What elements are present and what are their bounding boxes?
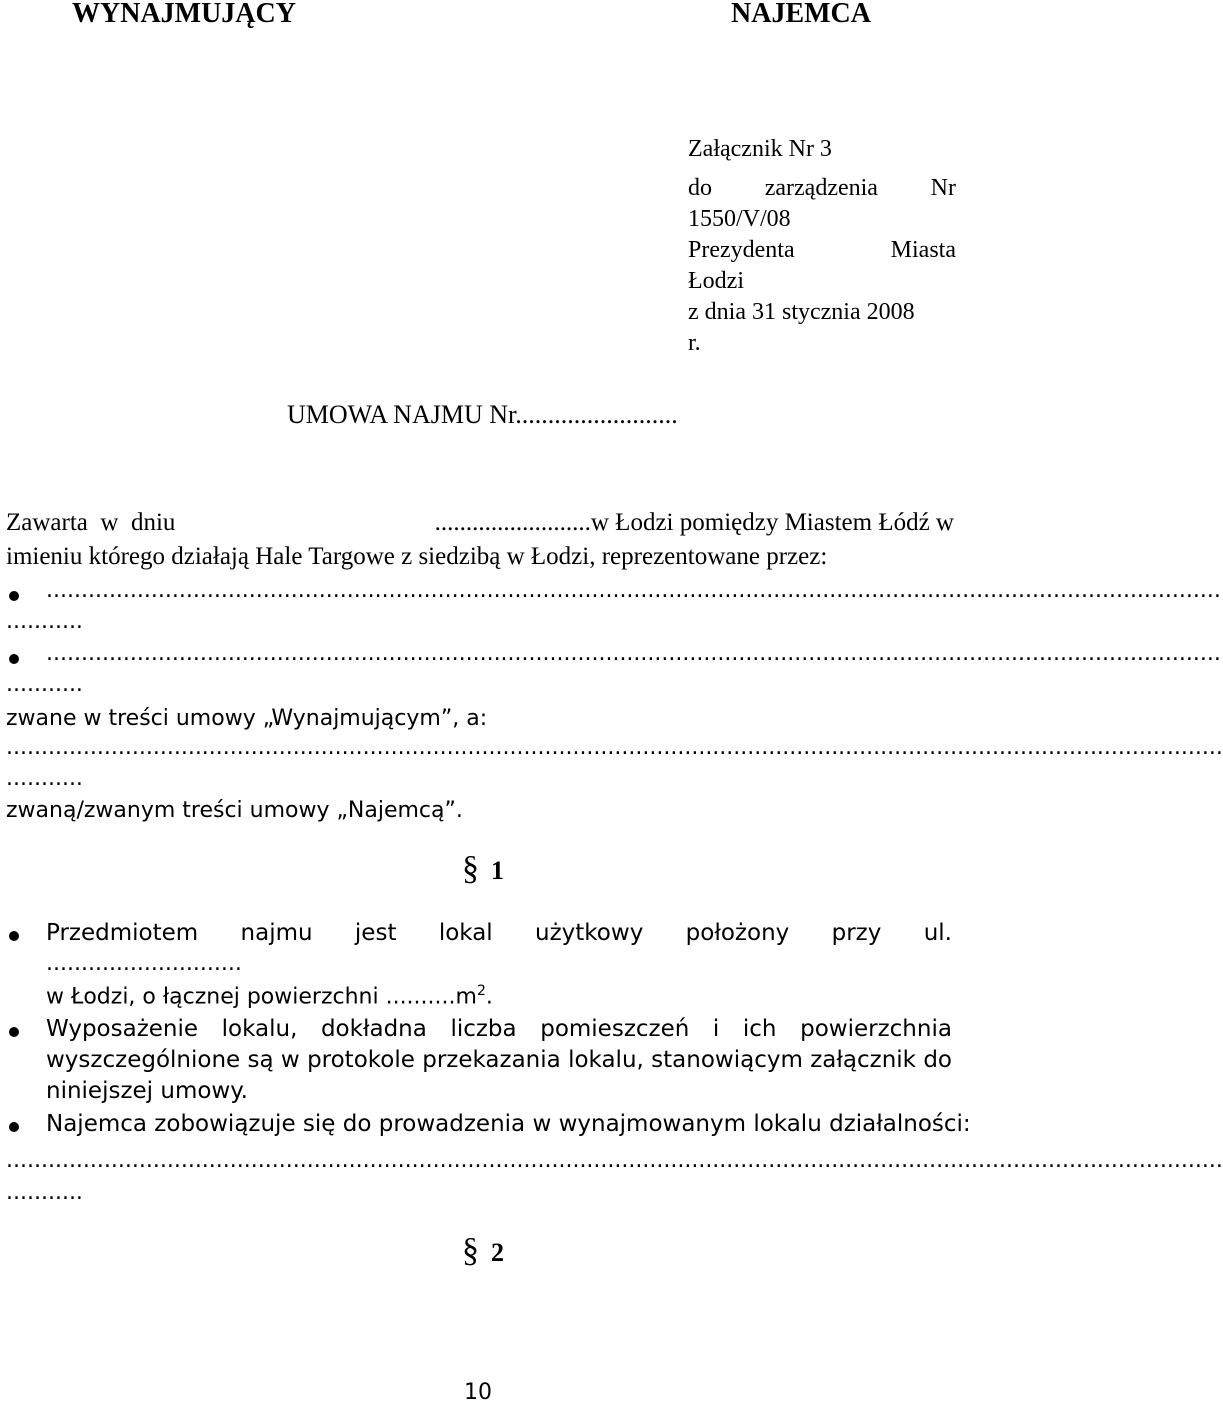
- annex-word: do: [688, 175, 712, 201]
- item-1-area-text: w Łodzi, o łącznej powierzchni ..........m: [46, 984, 477, 1010]
- annex-word: Prezydenta: [688, 237, 795, 263]
- item-2-word: załącznik: [810, 1047, 916, 1073]
- representative-2-dots: ........................................................................................................................................................................: [46, 641, 1221, 666]
- tenant-definition: zwaną/zwanym treści umowy „Najemcą”.: [6, 798, 463, 823]
- bullet-icon: [9, 1027, 19, 1037]
- item-3: Najemca zobowiązuje się do prowadzenia w wynajmowanym lokalu działalności:: [46, 1111, 971, 1137]
- item-1-word: najmu: [240, 920, 313, 946]
- representative-2-dots-cont: ...........: [6, 672, 83, 697]
- representative-1-dots-cont: ...........: [6, 609, 83, 634]
- item-2-word: pomieszczeń: [540, 1016, 690, 1042]
- tenant-signature-label: NAJEMCA: [731, 0, 871, 29]
- intro-line-2: imieniu którego działają Hale Targowe z siedzibą w Łodzi, reprezentowane przez:: [6, 543, 828, 570]
- item-1-area-sup: 2: [476, 983, 486, 999]
- intro-line-1: [6, 508, 954, 538]
- bullet-icon: [9, 1122, 19, 1132]
- item-2-word: są: [247, 1047, 274, 1073]
- item-2-word: Wyposażenie: [46, 1016, 199, 1042]
- item-1-word: położony: [685, 920, 790, 946]
- representative-1-dots: ........................................................................................................................................................................: [46, 578, 1221, 603]
- item-1-area: [46, 983, 493, 1009]
- section-number: 1: [491, 856, 504, 885]
- activity-dots-cont: ...........: [6, 1180, 83, 1205]
- item-2-word: i: [712, 1016, 720, 1042]
- landlord-signature-label: WYNAJMUJĄCY: [72, 0, 296, 29]
- item-1-area-end: .: [485, 984, 493, 1010]
- intro-text: Zawarta w dniu: [6, 509, 188, 536]
- item-2-word: ich: [742, 1016, 777, 1042]
- annex-line-ordinance: [688, 175, 956, 202]
- section-symbol: §: [462, 1232, 479, 1269]
- section-2-heading: [462, 1232, 504, 1270]
- section-1-heading: [462, 850, 504, 888]
- item-2-word: powierzchnia: [800, 1016, 952, 1042]
- item-1-line-1: [46, 920, 952, 946]
- item-2-word: przekazania: [422, 1047, 561, 1073]
- item-2-word: stanowiącym: [651, 1047, 803, 1073]
- item-2-line-1: [46, 1016, 952, 1042]
- item-2-word: w: [280, 1047, 300, 1073]
- item-2-word: liczba: [450, 1016, 517, 1042]
- section-number: 2: [491, 1238, 504, 1267]
- bullet-icon: [9, 591, 19, 601]
- item-1-word: Przedmiotem: [46, 920, 199, 946]
- annex-date-suffix: r.: [688, 330, 701, 356]
- item-2-word: wyszczególnione: [46, 1047, 241, 1073]
- section-symbol: §: [462, 850, 479, 887]
- item-1-word: lokal: [438, 920, 493, 946]
- tenant-dots-cont: ...........: [6, 766, 83, 791]
- page-number: 10: [464, 1380, 492, 1405]
- annex-word: Miasta: [890, 237, 956, 263]
- intro-text: .........................w Łodzi pomiędzy Miastem Łódź w: [434, 509, 954, 536]
- annex-line-president: [688, 237, 956, 264]
- annex-word: zarządzenia: [764, 175, 878, 201]
- item-1-word: jest: [354, 920, 397, 946]
- item-2-line-2: [46, 1047, 952, 1073]
- item-2-word: lokalu,: [568, 1047, 644, 1073]
- annex-date: z dnia 31 stycznia 2008: [688, 299, 915, 325]
- item-1-word: użytkowy: [535, 920, 644, 946]
- contract-title: UMOWA NAJMU Nr.........................: [287, 400, 678, 429]
- annex-city: Łodzi: [688, 268, 744, 294]
- annex-word: Nr: [930, 175, 956, 201]
- activity-dots: ..............................................................................................................................................................................: [6, 1148, 1223, 1173]
- item-1-word: przy: [831, 920, 882, 946]
- annex-ordinance-number: 1550/V/08: [688, 206, 791, 232]
- landlord-definition: zwane w treści umowy „Wynajmującym”, a:: [6, 706, 488, 731]
- item-2-line-3: niniejszej umowy.: [46, 1078, 248, 1104]
- item-2-word: dokładna: [320, 1016, 427, 1042]
- item-1-word: ul.: [923, 920, 952, 946]
- tenant-dots: ..............................................................................................................................................................................: [6, 735, 1223, 760]
- item-2-word: protokole: [307, 1047, 415, 1073]
- item-2-word: lokalu,: [221, 1016, 298, 1042]
- bullet-icon: [9, 654, 19, 664]
- annex-number: Załącznik Nr 3: [688, 136, 832, 162]
- bullet-icon: [9, 931, 19, 941]
- item-1-street-dots: ............................: [46, 951, 242, 976]
- item-2-word: do: [923, 1047, 952, 1073]
